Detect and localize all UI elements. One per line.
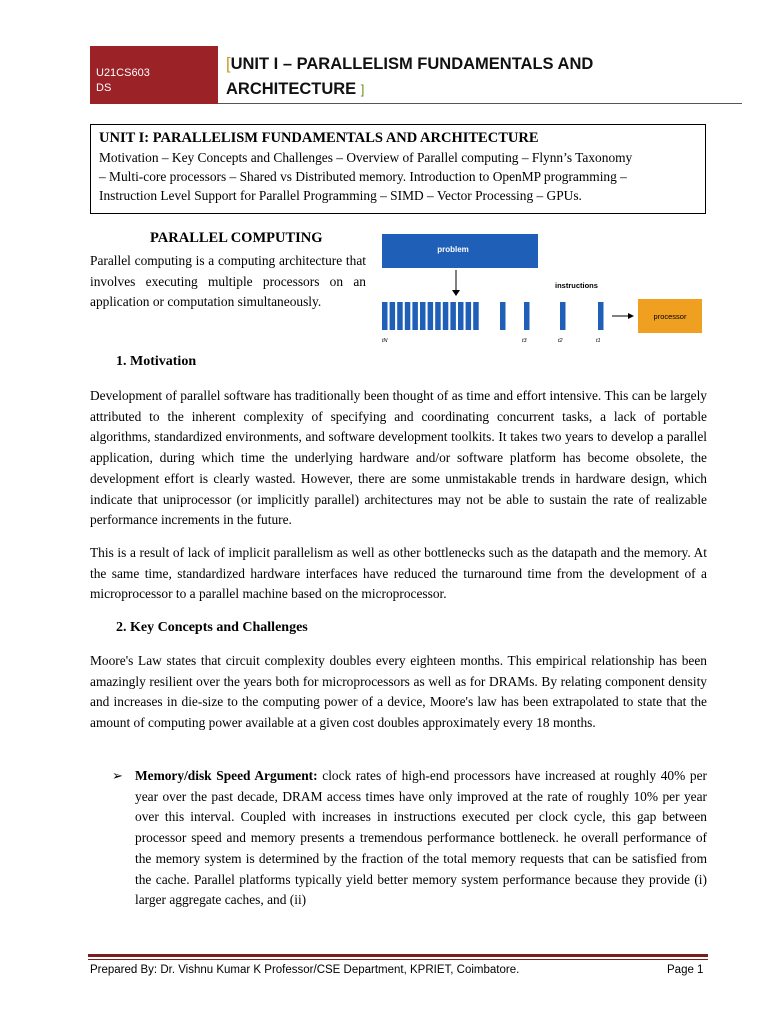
instruction-bar xyxy=(420,302,426,330)
instruction-bar xyxy=(428,302,434,330)
parallel-text: Parallel computing is a computing architecture that involves executing multiple processors on an application or computation simultaneously. xyxy=(90,253,366,310)
instruction-bar xyxy=(560,302,566,330)
processor-arrow-head xyxy=(628,313,634,319)
unit-title: UNIT I: PARALLELISM FUNDAMENTALS AND ARCHITECTURE xyxy=(99,130,539,146)
instruction-bar xyxy=(412,302,418,330)
header-rule xyxy=(218,103,742,104)
memory-bullet xyxy=(135,766,707,911)
parallel-heading: PARALLEL COMPUTING xyxy=(150,230,323,246)
instructions-label: instructions xyxy=(555,281,598,290)
instruction-bar xyxy=(405,302,411,330)
instruction-bar xyxy=(458,302,464,330)
header-title xyxy=(226,52,593,102)
header-title-line1: UNIT I – PARALLELISM FUNDAMENTALS AND xyxy=(230,55,594,73)
parallel-diagram xyxy=(380,232,710,347)
instruction-bar xyxy=(382,302,388,330)
problem-label: problem xyxy=(437,245,469,254)
instruction-bar xyxy=(397,302,403,330)
instruction-bar xyxy=(443,302,449,330)
footer-page-number: Page 1 xyxy=(667,964,704,976)
motivation-para-2: This is a result of lack of implicit parallelism as well as other bottlenecks such as the datapath and the memory. At the same time, standardized hardware interfaces have reduced the turnaround time from the development of a microprocessor to a parallel machine based on the microprocessor. xyxy=(90,545,707,602)
arrow-head xyxy=(452,290,460,296)
instruction-bars xyxy=(382,302,604,330)
motivation-para-1: Development of parallel software has traditionally been thought of as time and effort intensive. This can be largely attributed to the inherent complexity of specifying and coordinating concurrent tasks, a lack of portable algorithms, standardized environments, and software development toolkits. It takes two years to develop a parallel application, during which time the underlying hardware and/or software platform has become obsolete, the development effort is clearly wasted. However, there are some unmistakable trends in hardware design, which indicate that uniprocessor (or implicitly parallel) architectures may not be able to sustain the rate of realizable performance increments in the future. xyxy=(90,388,707,528)
instruction-bar xyxy=(524,302,530,330)
footer-prepared-by: Prepared By: Dr. Vishnu Kumar K Professor/CSE Department, KPRIET, Coimbatore. xyxy=(90,964,520,976)
unit-syllabus-box xyxy=(90,124,706,214)
unit-line-3: Instruction Level Support for Parallel Programming – SIMD – Vector Processing – GPUs. xyxy=(99,188,582,203)
footer-rule-thin xyxy=(88,959,708,960)
label-t2: t2 xyxy=(558,338,563,344)
key-concepts-para-1: Moore's Law states that circuit complexity doubles every eighteen months. This empirical relationship has been amazingly resilient over the years both for microprocessors as well as for DRAMs. By relating component density and increases in die-size to the computing power of a device, Moore's law has been extrapolated to state that the amount of computing power available at a given cost doubles approximately every 18 months. xyxy=(90,653,707,731)
instruction-bar xyxy=(500,302,506,330)
bracket-open: [ xyxy=(226,55,231,73)
unit-line-2: – Multi-core processors – Shared vs Distributed memory. Introduction to OpenMP programming – xyxy=(99,169,627,184)
bullet-arrow-icon: ➢ xyxy=(112,768,123,783)
instruction-bar xyxy=(466,302,472,330)
instruction-bar xyxy=(598,302,604,330)
instruction-bar xyxy=(435,302,441,330)
header-title-line2: ARCHITECTURE xyxy=(226,80,357,98)
label-tN: tN xyxy=(382,338,388,344)
instruction-bar xyxy=(390,302,396,330)
motivation-heading: 1. Motivation xyxy=(116,354,197,369)
footer-rule-thick xyxy=(88,954,708,957)
header-code-box xyxy=(90,46,218,104)
key-concepts-heading: 2. Key Concepts and Challenges xyxy=(116,620,308,635)
memory-bullet-text: clock rates of high-end processors have increased at roughly 40% per year over the past decade, DRAM access times have only improved at the rate of roughly 10% per year over this interval. Coupled with increases in instructions executed per clock cycle, this gap between processor speed and memory presents a tremendous performance bottleneck. he overall performance of the memory system is determined by the fraction of the total memory requests that can be satisfied from the cache. Parallel platforms typically yield better memory system performance because they provide (i) larger aggregate caches, and (ii) xyxy=(135,768,707,908)
label-t1: t1 xyxy=(596,338,601,344)
label-t3: t3 xyxy=(522,338,527,344)
instruction-bar xyxy=(473,302,479,330)
instruction-bar xyxy=(450,302,456,330)
bracket-close: ] xyxy=(360,82,365,97)
unit-line-1: Motivation – Key Concepts and Challenges – Overview of Parallel computing – Flynn’s Taxonomy xyxy=(99,150,633,165)
memory-bullet-title: Memory/disk Speed Argument: xyxy=(135,768,318,783)
course-code: U21CS603 xyxy=(96,67,150,79)
department: DS xyxy=(96,82,112,94)
processor-label: processor xyxy=(653,312,687,321)
